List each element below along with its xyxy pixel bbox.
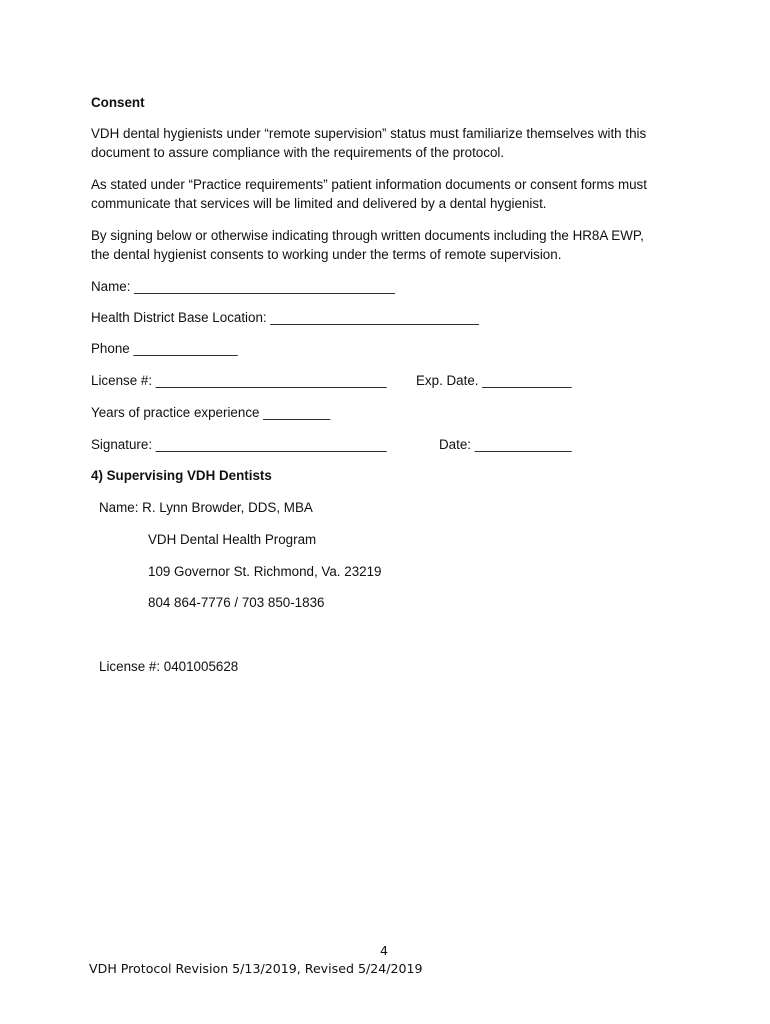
consent-para2-line2: communicate that services will be limited and delivered by a dental hygienist. xyxy=(91,196,547,211)
years-experience-field[interactable]: Years of practice experience _________ xyxy=(91,405,331,420)
consent-para3-line2: the dental hygienist consents to working under the terms of remote supervision. xyxy=(91,247,562,262)
dentist-address: 109 Governor St. Richmond, Va. 23219 xyxy=(148,564,382,579)
dentist-phones: 804 864-7776 / 703 850-1836 xyxy=(148,595,325,610)
consent-para2-line1: As stated under “Practice requirements” patient information documents or consent forms must xyxy=(91,177,647,192)
consent-para1-line1: VDH dental hygienists under “remote supervision” status must familiarize themselves with this xyxy=(91,126,647,141)
consent-heading: Consent xyxy=(91,95,145,110)
name-field[interactable]: Name: ___________________________________ xyxy=(91,279,395,294)
phone-field[interactable]: Phone ______________ xyxy=(91,341,238,356)
dentist-program: VDH Dental Health Program xyxy=(148,532,317,547)
dentist-license: License #: 0401005628 xyxy=(99,659,239,674)
page-number: 4 xyxy=(380,943,389,958)
consent-para3-line1: By signing below or otherwise indicating through written documents including the HR8A EWP, xyxy=(91,228,644,243)
footer-revision: VDH Protocol Revision 5/13/2019, Revised 5/24/2019 xyxy=(89,961,423,976)
consent-para1-line2: document to assure compliance with the requirements of the protocol. xyxy=(91,145,505,160)
base-location-field[interactable]: Health District Base Location: ____________________________ xyxy=(91,310,479,325)
date-field[interactable]: Date: _____________ xyxy=(439,437,572,452)
signature-field[interactable]: Signature: _______________________________ xyxy=(91,437,387,452)
exp-date-field[interactable]: Exp. Date. ____________ xyxy=(416,373,572,388)
license-field[interactable]: License #: _______________________________ xyxy=(91,373,387,388)
dentist-name: Name: R. Lynn Browder, DDS, MBA xyxy=(99,500,313,515)
supervising-heading: 4) Supervising VDH Dentists xyxy=(91,468,272,483)
